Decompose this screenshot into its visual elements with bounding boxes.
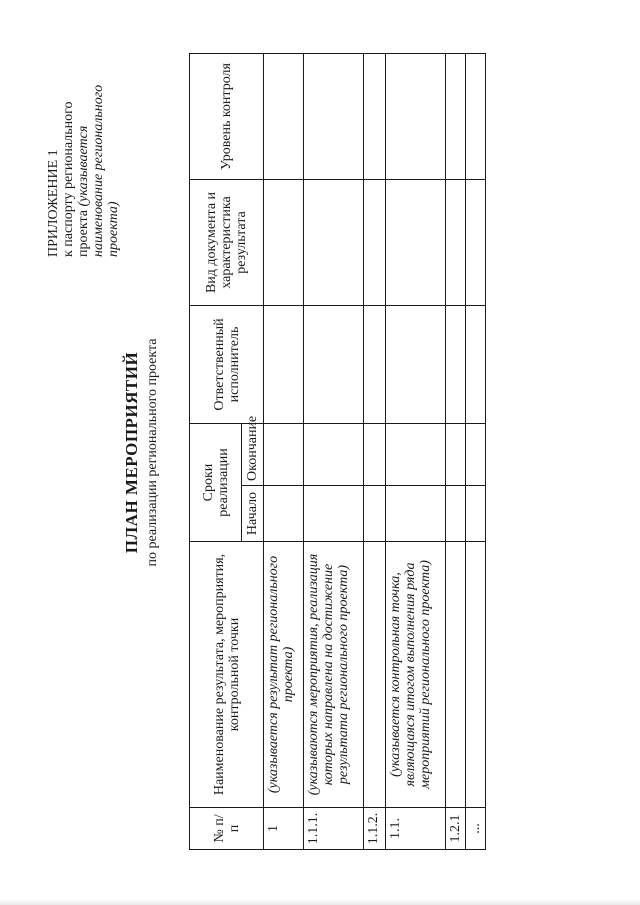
- row-document: [386, 180, 446, 306]
- row-start: [466, 486, 486, 542]
- row-num: ...: [466, 808, 486, 850]
- table-row: [364, 54, 386, 850]
- row-end: [364, 424, 386, 486]
- row-end: [264, 424, 304, 486]
- appendix-line-2: к паспорту регионального: [61, 101, 76, 257]
- appendix-line-4: [91, 17, 106, 257]
- row-start: [264, 486, 304, 542]
- header-num: № п/п: [190, 808, 264, 850]
- table-row: [304, 54, 364, 850]
- row-name: (указывается контрольная точка, являющаяся итогом выполнения ряда мероприятий регионального проекта): [386, 542, 446, 808]
- row-start: [304, 486, 364, 542]
- row-name: [466, 542, 486, 808]
- row-responsible: [264, 306, 304, 424]
- appendix-line-5: [106, 17, 121, 257]
- row-start: [364, 486, 386, 542]
- header-document: Вид документа и характеристика результата: [190, 180, 264, 306]
- plan-title: ПЛАН МЕРОПРИЯТИЙ: [122, 351, 141, 554]
- row-document: [264, 180, 304, 306]
- row-control: [386, 54, 446, 180]
- appendix-line-5-text: проекта): [106, 201, 121, 257]
- header-responsible: Ответственный исполнитель: [190, 306, 264, 424]
- row-name: [364, 542, 386, 808]
- row-control: [304, 54, 364, 180]
- appendix-line-1: ПРИЛОЖЕНИЕ 1: [46, 149, 61, 257]
- row-responsible: [386, 306, 446, 424]
- row-end: [386, 424, 446, 486]
- appendix-note: [46, 17, 121, 257]
- row-name: (указываются мероприятия, реализация которых направлена на достижение результата регионального проекта): [304, 542, 364, 808]
- row-responsible: [364, 306, 386, 424]
- appendix-line-3-italic: (указывается: [76, 125, 91, 207]
- row-document: [446, 180, 466, 306]
- table-header-row-1: [190, 54, 242, 850]
- row-control: [466, 54, 486, 180]
- scan-edge-shadow: [0, 899, 640, 905]
- appendix-line-3: [76, 17, 91, 257]
- plan-table: [189, 53, 486, 850]
- appendix-line-4-text: наименование регионального: [91, 84, 106, 257]
- row-control: [446, 54, 466, 180]
- row-num: 1.2.1: [446, 808, 466, 850]
- table-row: [264, 54, 304, 850]
- table-row: [446, 54, 466, 850]
- row-control: [264, 54, 304, 180]
- row-num: 1: [264, 808, 304, 850]
- row-end: [304, 424, 364, 486]
- header-control: Уровень контроля: [190, 54, 264, 180]
- table-row: [386, 54, 446, 850]
- row-document: [364, 180, 386, 306]
- header-start: Начало: [242, 486, 264, 542]
- row-end: [466, 424, 486, 486]
- row-name: [446, 542, 466, 808]
- row-num: 1.1.1.: [304, 808, 364, 850]
- row-num: 1.1.2.: [364, 808, 386, 850]
- row-end: [446, 424, 466, 486]
- row-document: [466, 180, 486, 306]
- row-responsible: [466, 306, 486, 424]
- row-start: [446, 486, 466, 542]
- row-responsible: [304, 306, 364, 424]
- row-name: (указывается результат регионального проекта): [264, 542, 304, 808]
- plan-subtitle: по реализации регионального проекта: [145, 338, 160, 567]
- header-terms: Сроки реализации: [190, 424, 242, 542]
- table-row: [466, 54, 486, 850]
- row-control: [364, 54, 386, 180]
- header-end: Окончание: [242, 424, 264, 486]
- row-num: 1.1.: [386, 808, 446, 850]
- header-name: Наименование результата, мероприятия, контрольной точки: [190, 542, 264, 808]
- appendix-line-3-prefix: проекта: [76, 210, 91, 257]
- row-document: [304, 180, 364, 306]
- row-responsible: [446, 306, 466, 424]
- row-start: [386, 486, 446, 542]
